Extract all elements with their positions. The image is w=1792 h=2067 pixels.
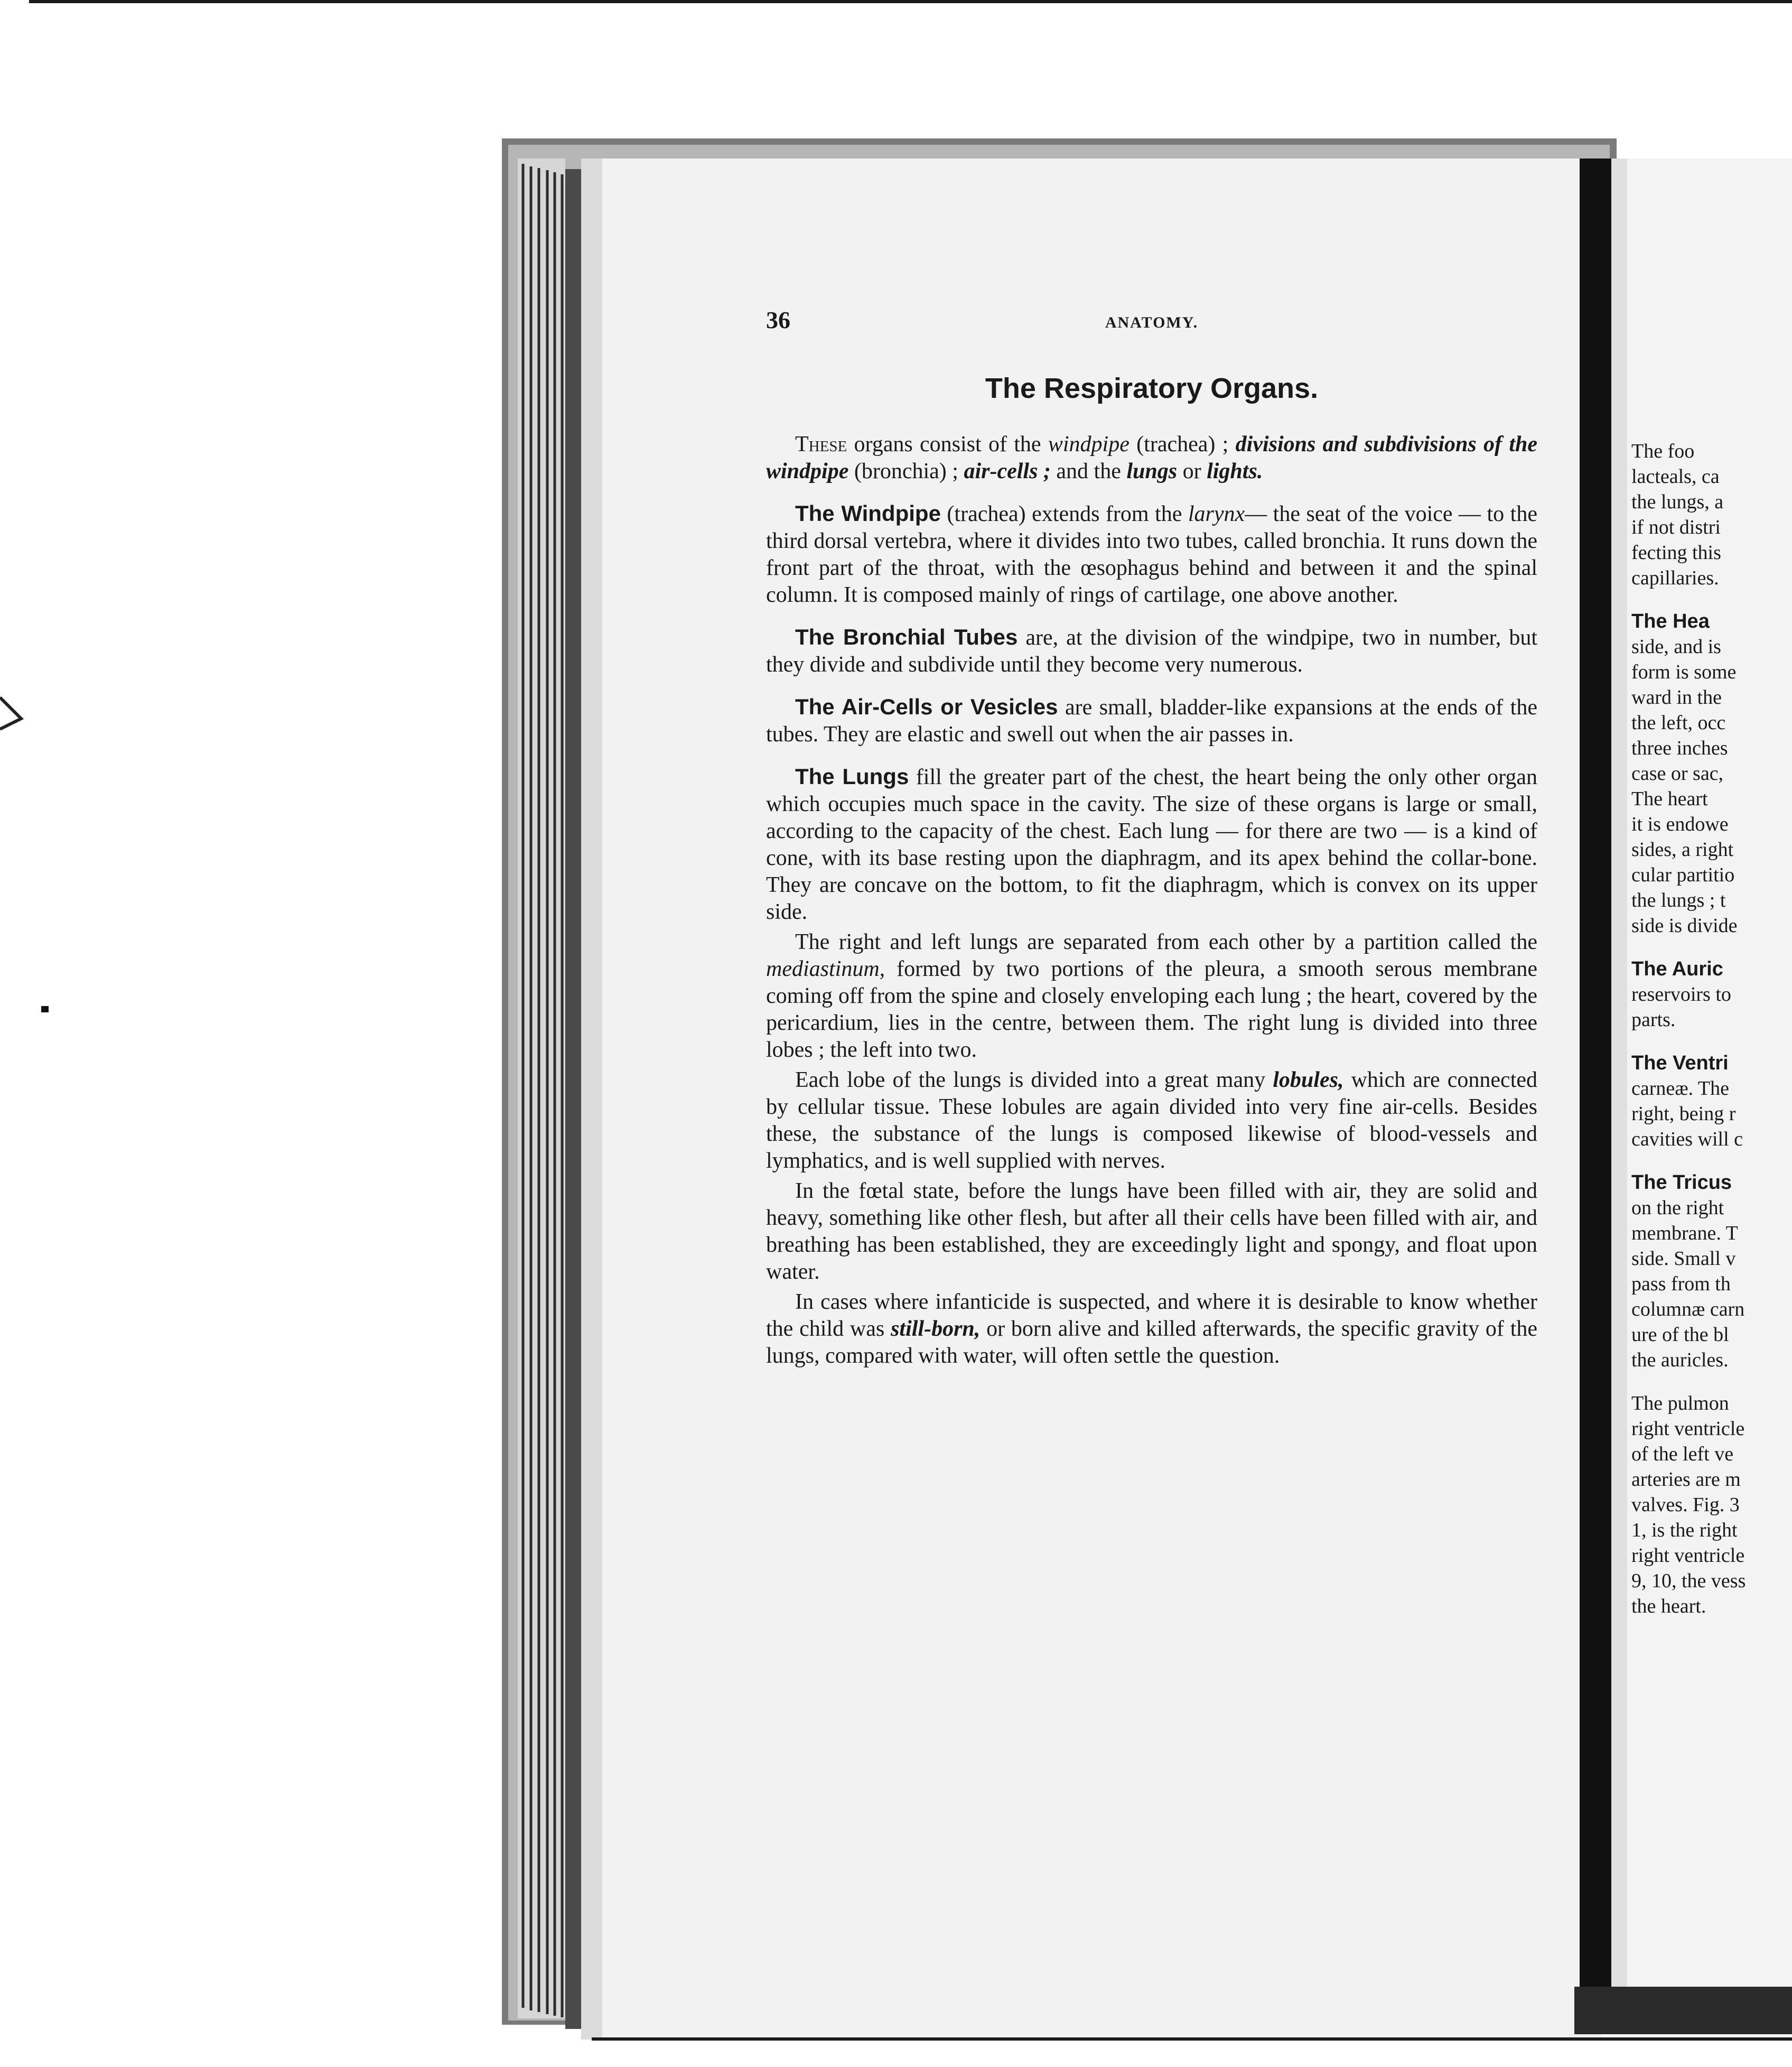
right-page-line: The pulmon: [1631, 1392, 1729, 1414]
windpipe-paragraph: The Windpipe (trachea) extends from the larynx— the seat of the voice — to the third dorsal vertebra, where it divides into two tubes, called bronchia. It runs down the front part of the throat, with the œsophagus behind and between it and the spinal column. It is composed mainly of rings of cartilage, one above another.: [766, 501, 1537, 607]
intro-paragraph: These organs consist of the windpipe (trachea) ; divisions and subdivisions of the windpipe (bronchia) ; air-cells ; and the lungs or lights.: [766, 432, 1537, 483]
lungs-paragraph-5: In cases where infanticide is suspected, and where it is desirable to know whether the child was still-born, or born alive and killed afterwards, the specific gravity of the lungs, compared with water, will often settle the question.: [766, 1290, 1538, 1368]
bronchial-paragraph: The Bronchial Tubes are, at the division of the windpipe, two in number, but they divide and subdivide until they become very numerous.: [766, 625, 1537, 677]
right-page-line: 1, is the right: [1631, 1519, 1738, 1541]
right-page-line: the lungs ; t: [1631, 889, 1726, 911]
right-page-line: cular partitio: [1631, 864, 1735, 886]
chapter-title: The Respiratory Organs.: [985, 373, 1319, 404]
right-page-shade: [1611, 159, 1627, 1992]
right-page-line: right, being r: [1631, 1103, 1736, 1125]
bottom-rule: [592, 2037, 1792, 2041]
running-title: ANATOMY.: [1105, 314, 1199, 331]
right-page-line: [1631, 1032, 1792, 1050]
gutter: [1580, 159, 1611, 1992]
aircells-paragraph: The Air-Cells or Vesicles are small, bladder-like expansions at the ends of the tubes. They are elastic and swell out when the air passes in.: [766, 694, 1537, 747]
right-page-line: carneæ. The: [1631, 1077, 1729, 1100]
right-page-line: form is some: [1631, 661, 1737, 683]
right-page-line: The Auric: [1631, 958, 1723, 980]
right-page-line: arteries are m: [1631, 1468, 1741, 1491]
right-page-line: columnæ carn: [1631, 1298, 1745, 1320]
right-page-line: [1631, 1152, 1792, 1170]
aircells-heading: The Air-Cells or Vesicles: [795, 694, 1058, 719]
top-rule: [29, 0, 1792, 3]
right-page-line: The foo: [1631, 440, 1695, 462]
right-page-line: [1631, 1373, 1792, 1391]
lungs-paragraph-3: Each lobe of the lungs is divided into a great many lobules, which are connected by cellular tissue. These lobules are again divided into very fine air-cells. Besides these, the substance of the lungs is composed likewise of blood-vessels and lymphatics, and is well supplied with nerves.: [766, 1068, 1538, 1173]
lungs-paragraph-4: In the fœtal state, before the lungs have been filled with air, they are solid and heavy, something like other flesh, but after all their cells have been filled with air, and breathing has been established, they are exceedingly light and spongy, and float upon water.: [766, 1179, 1537, 1284]
left-page-shade: [581, 159, 602, 2040]
right-page-line: side is divide: [1631, 915, 1738, 937]
running-header: [766, 306, 1537, 343]
right-page-line: valves. Fig. 3: [1631, 1494, 1740, 1516]
right-page-line: lacteals, ca: [1631, 465, 1720, 488]
right-page-line: fecting this: [1631, 542, 1721, 564]
right-page-line: of the left ve: [1631, 1443, 1734, 1465]
right-page-line: the auricles.: [1631, 1349, 1729, 1371]
right-page-line: reservoirs to: [1631, 983, 1731, 1005]
right-page-line: the lungs, a: [1631, 491, 1724, 513]
right-page-line: The Ventri: [1631, 1052, 1729, 1074]
left-page-dark-edge: [565, 169, 582, 2029]
right-page-line: sides, a right: [1631, 839, 1734, 861]
right-page-line: [1631, 938, 1792, 956]
right-page-line: it is endowe: [1631, 813, 1729, 835]
page-edges: [518, 159, 565, 2018]
right-page-text: [1631, 439, 1792, 1619]
right-page-line: [1631, 591, 1792, 609]
left-edge-dot: [41, 1006, 49, 1012]
right-page-line: cavities will c: [1631, 1128, 1743, 1150]
right-page-line: right ventricle: [1631, 1544, 1745, 1567]
lungs-paragraph: The Lungs fill the greater part of the chest, the heart being the only other organ which occupies much space in the cavity. The size of these organs is large or small, according to the capacity of the chest. Each lung — for there are two — is a kind of cone, with its base resting upon the diaphragm, and its apex behind the collar-bone. They are concave on the bottom, to fit the diaphragm, which is convex on its upper side.: [766, 764, 1538, 924]
right-page-line: The heart: [1631, 788, 1708, 810]
right-page-line: membrane. T: [1631, 1222, 1738, 1244]
right-page-line: side, and is: [1631, 636, 1721, 658]
right-page-line: the left, occ: [1631, 712, 1726, 734]
right-page-line: The Tricus: [1631, 1171, 1732, 1194]
bronchial-heading: The Bronchial Tubes: [795, 625, 1018, 649]
right-page-line: parts.: [1631, 1009, 1676, 1031]
right-page-line: case or sac,: [1631, 762, 1724, 785]
lungs-paragraph-2: The right and left lungs are separated from each other by a partition called the mediastinum, formed by two portions of the pleura, a smooth serous membrane coming off from the spine and closely enveloping each lung ; the heart, covered by the pericardium, lies in the centre, between them. The right lung is divided into three lobes ; the left into two.: [766, 930, 1537, 1062]
bottom-shadow: [1574, 1987, 1792, 2034]
right-page-line: capillaries.: [1631, 567, 1719, 589]
right-page-line: ward in the: [1631, 686, 1722, 709]
right-page-line: if not distri: [1631, 516, 1721, 538]
right-page-line: 9, 10, the vess: [1631, 1570, 1746, 1592]
lungs-heading: The Lungs: [795, 764, 909, 789]
page-number: 36: [766, 306, 790, 333]
right-page-line: The Hea: [1631, 610, 1710, 632]
right-page-line: side. Small v: [1631, 1247, 1736, 1270]
right-page-line: the heart.: [1631, 1595, 1706, 1617]
windpipe-heading: The Windpipe: [795, 501, 941, 526]
right-page-line: three inches: [1631, 737, 1728, 759]
right-page-line: on the right: [1631, 1197, 1724, 1219]
right-page-line: ure of the bl: [1631, 1324, 1729, 1346]
right-page-line: right ventricle: [1631, 1418, 1745, 1440]
right-page-line: pass from th: [1631, 1273, 1731, 1295]
left-page-text: [766, 306, 1537, 1373]
